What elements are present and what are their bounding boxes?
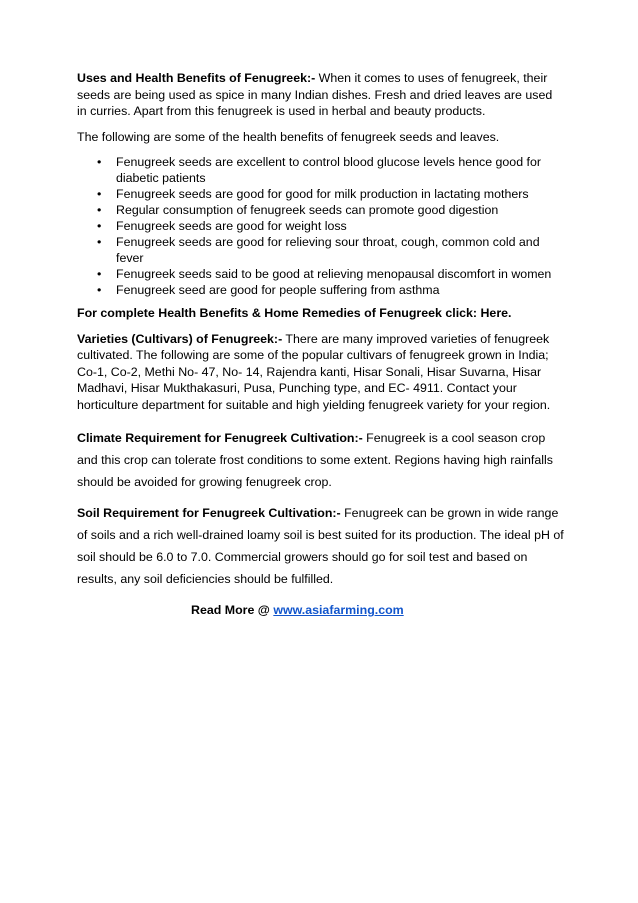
bullet-icon: • bbox=[97, 203, 102, 217]
read-more-link[interactable]: www.asiafarming.com bbox=[273, 603, 404, 617]
soil-paragraph bbox=[77, 502, 565, 590]
climate-paragraph bbox=[77, 427, 565, 493]
bullet-icon: • bbox=[97, 283, 102, 297]
varieties-heading: Varieties (Cultivars) of Fenugreek:- bbox=[77, 331, 283, 346]
varieties-paragraph bbox=[77, 331, 565, 414]
uses-heading: Uses and Health Benefits of Fenugreek:- bbox=[77, 71, 316, 85]
document-page bbox=[77, 70, 565, 619]
read-more-line bbox=[77, 602, 565, 619]
bullet-icon: • bbox=[97, 219, 102, 233]
benefits-list bbox=[77, 154, 565, 298]
climate-heading: Climate Requirement for Fenugreek Cultivation:- bbox=[77, 431, 363, 445]
list-item: • Fenugreek seeds said to be good at relieving menopausal discomfort in women bbox=[97, 267, 552, 281]
read-more-label: Read More @ bbox=[191, 603, 274, 617]
varieties-text: There are many improved varieties of fenugreek cultivated. The following are some of the popular cultivars of fenugreek grown in India; Co-1, Co-2, Methi No- 47, No- 14, Rajendra kanti, Hisar Sonali, Hisar Suvarna, Hisar Madhavi, Hisar Mukthakasuri, Pusa, Punching type, and EC- 4911. Contact your horticulture department for suitable and high yielding fenugreek variety for your region. bbox=[77, 331, 551, 412]
list-item: • Fenugreek seeds are good for relieving sour throat, cough, common cold and fever bbox=[97, 235, 540, 265]
climate-text: Fenugreek is a cool season crop and this crop can tolerate frost conditions to some extent. Regions having high rainfalls should be avoided for growing fenugreek crop. bbox=[77, 431, 553, 489]
bullet-icon: • bbox=[97, 187, 102, 201]
uses-text: When it comes to uses of fenugreek, their seeds are being used as spice in many Indian dishes. Fresh and dried leaves are used in curries. Apart from this fenugreek is used in herbal and beauty products. bbox=[77, 71, 553, 118]
list-item: • Regular consumption of fenugreek seeds can promote good digestion bbox=[97, 203, 499, 217]
soil-text: Fenugreek can be grown in wide range of soils and a rich well-drained loamy soil is best suited for its production. The ideal pH of soil should be 6.0 to 7.0. Commercial growers should go for soil test and based on results, any soil deficiencies should be fulfilled. bbox=[77, 506, 564, 586]
list-item: • Fenugreek seeds are good for weight loss bbox=[97, 219, 347, 233]
uses-paragraph bbox=[77, 70, 565, 120]
soil-heading: Soil Requirement for Fenugreek Cultivation:- bbox=[77, 506, 341, 520]
bullet-icon: • bbox=[97, 155, 102, 169]
bullet-icon: • bbox=[97, 235, 102, 249]
complete-benefits-line: For complete Health Benefits & Home Remedies of Fenugreek click: Here. bbox=[77, 306, 512, 320]
list-item: • Fenugreek seeds are good for good for milk production in lactating mothers bbox=[97, 187, 529, 201]
list-item: • Fenugreek seed are good for people suffering from asthma bbox=[97, 283, 440, 297]
benefits-intro: The following are some of the health benefits of fenugreek seeds and leaves. bbox=[77, 129, 500, 144]
bullet-icon: • bbox=[97, 267, 102, 281]
list-item: • Fenugreek seeds are excellent to control blood glucose levels hence good for diabetic patients bbox=[97, 155, 541, 185]
